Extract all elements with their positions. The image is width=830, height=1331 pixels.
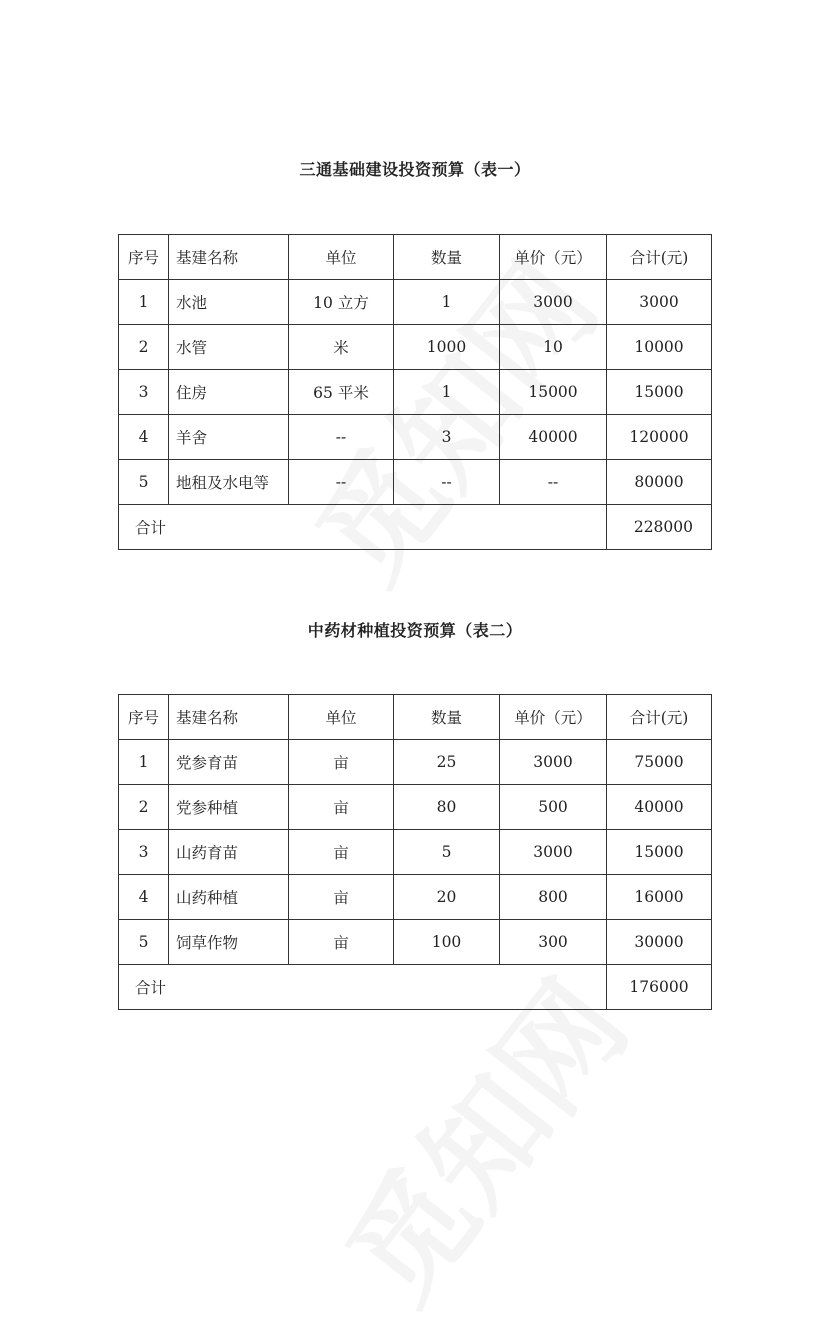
- row-number: 5: [119, 460, 169, 505]
- total-label: 合计: [119, 965, 607, 1010]
- row-number: 1: [119, 280, 169, 325]
- item-quantity: --: [394, 460, 500, 505]
- header-cell: 单位: [289, 235, 394, 280]
- header-cell: 数量: [394, 695, 500, 740]
- table-row: [119, 875, 712, 920]
- item-unit: 米: [289, 325, 394, 370]
- total-value: 228000: [607, 505, 712, 550]
- item-unit: 亩: [289, 785, 394, 830]
- item-quantity: 1: [394, 370, 500, 415]
- row-number: 4: [119, 875, 169, 920]
- table-row: [119, 370, 712, 415]
- item-subtotal: 30000: [607, 920, 712, 965]
- row-number: 4: [119, 415, 169, 460]
- total-label: 合计: [119, 505, 607, 550]
- item-unit: 亩: [289, 920, 394, 965]
- item-unit-price: 3000: [500, 830, 607, 875]
- item-name: 地租及水电等: [169, 460, 289, 505]
- item-unit-price: 500: [500, 785, 607, 830]
- item-subtotal: 16000: [607, 875, 712, 920]
- table-row: [119, 830, 712, 875]
- item-quantity: 100: [394, 920, 500, 965]
- item-unit-price: --: [500, 460, 607, 505]
- item-name: 党参育苗: [169, 740, 289, 785]
- item-subtotal: 40000: [607, 785, 712, 830]
- item-subtotal: 80000: [607, 460, 712, 505]
- item-subtotal: 3000: [607, 280, 712, 325]
- table-header-row: [119, 235, 712, 280]
- item-name: 羊舍: [169, 415, 289, 460]
- item-unit: 10 立方: [289, 280, 394, 325]
- item-subtotal: 75000: [607, 740, 712, 785]
- header-cell: 单位: [289, 695, 394, 740]
- row-number: 3: [119, 370, 169, 415]
- row-number: 2: [119, 785, 169, 830]
- item-unit-price: 15000: [500, 370, 607, 415]
- item-quantity: 3: [394, 415, 500, 460]
- item-name: 山药种植: [169, 875, 289, 920]
- table-row: [119, 280, 712, 325]
- item-quantity: 1000: [394, 325, 500, 370]
- header-cell: 基建名称: [169, 235, 289, 280]
- item-subtotal: 10000: [607, 325, 712, 370]
- item-quantity: 1: [394, 280, 500, 325]
- table2-title: 中药材种植投资预算（表二）: [307, 621, 523, 640]
- total-row: [119, 965, 712, 1010]
- item-unit: --: [289, 415, 394, 460]
- header-cell: 单价（元）: [500, 235, 607, 280]
- header-cell: 数量: [394, 235, 500, 280]
- header-cell: 序号: [119, 235, 169, 280]
- header-cell: 合计(元): [607, 695, 712, 740]
- item-name: 水池: [169, 280, 289, 325]
- item-unit: 亩: [289, 875, 394, 920]
- item-quantity: 20: [394, 875, 500, 920]
- table-row: [119, 460, 712, 505]
- item-unit-price: 10: [500, 325, 607, 370]
- item-name: 住房: [169, 370, 289, 415]
- table-row: [119, 740, 712, 785]
- header-cell: 单价（元）: [500, 695, 607, 740]
- item-unit-price: 300: [500, 920, 607, 965]
- investment-table-1: [118, 234, 712, 550]
- item-unit: 亩: [289, 830, 394, 875]
- table-header-row: [119, 695, 712, 740]
- item-unit: 亩: [289, 740, 394, 785]
- item-unit-price: 3000: [500, 740, 607, 785]
- table-row: [119, 325, 712, 370]
- item-name: 山药育苗: [169, 830, 289, 875]
- item-unit-price: 40000: [500, 415, 607, 460]
- item-unit: --: [289, 460, 394, 505]
- row-number: 2: [119, 325, 169, 370]
- row-number: 3: [119, 830, 169, 875]
- item-subtotal: 15000: [607, 370, 712, 415]
- table1-title: 三通基础建设投资预算（表一）: [299, 160, 531, 179]
- item-unit-price: 800: [500, 875, 607, 920]
- header-cell: 合计(元): [607, 235, 712, 280]
- item-subtotal: 15000: [607, 830, 712, 875]
- total-value: 176000: [607, 965, 712, 1010]
- item-quantity: 5: [394, 830, 500, 875]
- item-quantity: 25: [394, 740, 500, 785]
- item-name: 水管: [169, 325, 289, 370]
- item-quantity: 80: [394, 785, 500, 830]
- header-cell: 序号: [119, 695, 169, 740]
- table-row: [119, 920, 712, 965]
- table-row: [119, 415, 712, 460]
- item-unit: 65 平米: [289, 370, 394, 415]
- row-number: 5: [119, 920, 169, 965]
- table-row: [119, 785, 712, 830]
- item-name: 党参种植: [169, 785, 289, 830]
- row-number: 1: [119, 740, 169, 785]
- investment-table-2: [118, 694, 712, 1010]
- item-unit-price: 3000: [500, 280, 607, 325]
- item-name: 饲草作物: [169, 920, 289, 965]
- header-cell: 基建名称: [169, 695, 289, 740]
- item-subtotal: 120000: [607, 415, 712, 460]
- total-row: [119, 505, 712, 550]
